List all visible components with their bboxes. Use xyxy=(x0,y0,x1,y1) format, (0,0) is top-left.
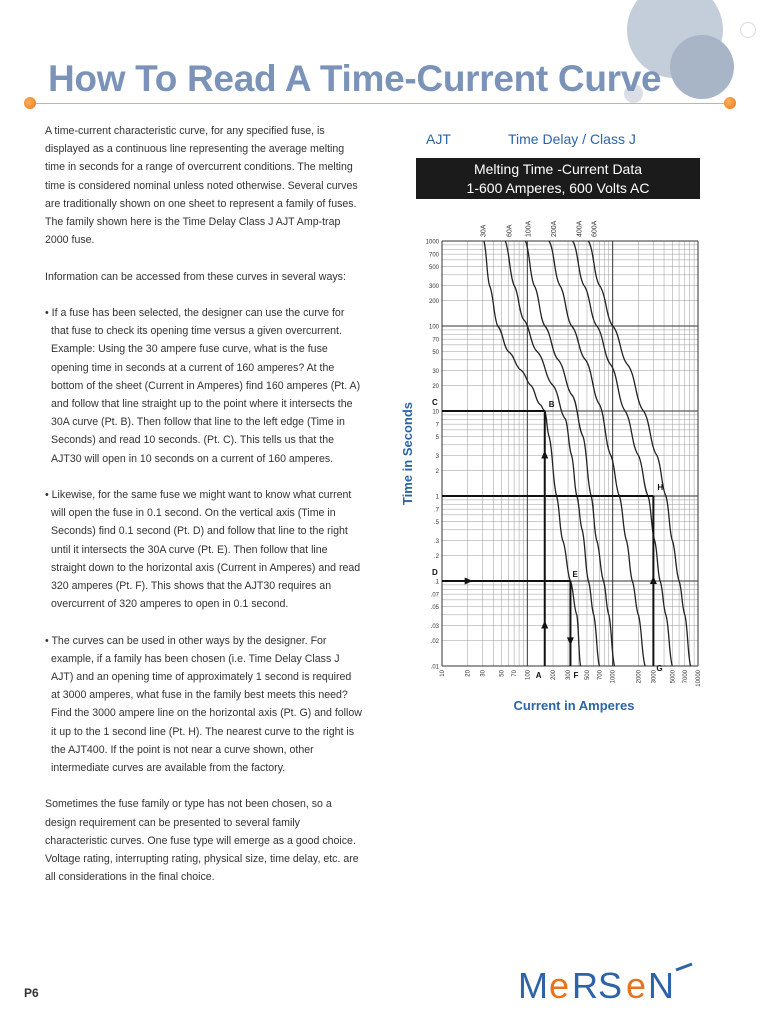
curve-label: 30A xyxy=(480,224,488,237)
chart-title-line1: Melting Time -Current Data xyxy=(473,161,643,177)
y-tick-label: 1000 xyxy=(425,239,439,246)
y-tick-label: .2 xyxy=(433,553,439,560)
chart-title-box xyxy=(416,158,700,199)
point-label: D xyxy=(432,568,438,577)
guide-arrow xyxy=(541,620,548,628)
y-tick-label: 70 xyxy=(432,337,439,344)
x-tick-label: 10 xyxy=(440,670,446,677)
y-tick-label: .5 xyxy=(433,520,439,527)
paragraph-intro: A time-current characteristic curve, for any specified fuse, is displayed as a continuous line representing the average melting time in seconds for a range of overcurrent conditions. The melting time is considered nominal unless noted otherwise. Several curves are traditionally shown on one sheet to represent a family of fuses. The family shown here is the Time Delay Class J AJT Amp-trap 2000 fuse. xyxy=(45,125,358,247)
svg-text:N: N xyxy=(648,965,674,1006)
x-tick-label: 3000 xyxy=(651,670,658,684)
svg-text:M: M xyxy=(518,965,549,1006)
time-current-chart xyxy=(398,205,708,715)
x-tick-label: 20 xyxy=(465,670,472,677)
y-axis-title: Time in Seconds xyxy=(400,401,415,506)
guide-arrow xyxy=(650,576,657,584)
x-tick-label: 300 xyxy=(566,670,573,681)
page-title: How To Read A Time-Current Curve xyxy=(48,58,662,99)
paragraph-conclusion: Sometimes the fuse family or type has not been chosen, so a design requirement can be presented to several family characteristic curves. One fuse type will emerge as a good choice. Voltage rating, interrupting rating, physical size, time delay, etc. are all considerations in the final choice. xyxy=(45,798,359,884)
chart-header xyxy=(426,131,636,147)
point-label: C xyxy=(432,398,438,407)
guide-arrow xyxy=(541,450,548,458)
y-tick-label: 7 xyxy=(435,422,439,429)
x-tick-label: 5000 xyxy=(670,670,677,684)
x-tick-label: 30 xyxy=(480,670,487,677)
bullet-example-1: • If a fuse has been selected, the designer can use the curve for that fuse to check its opening time versus a given overcurrent. Example: Using the 30 ampere fuse curve, what is the fuse opening time in seconds at a current of 160 amperes? At the bottom of the sheet (Current in Amperes) find 160 amperes (Pt. A) and follow that line straight up to the point where it intersects the 30A curve (Pt. B). Then follow that line to the left edge (Time in Seconds) and read 10 seconds. (Pt. C). This tells us that the AJT30 will open in 10 seconds on a current of 160 amperes. xyxy=(45,307,361,465)
y-tick-label: .3 xyxy=(433,538,439,545)
point-label: G xyxy=(656,664,663,673)
y-tick-label: .07 xyxy=(430,592,439,599)
x-tick-label: 50 xyxy=(499,670,506,677)
page-number: P6 xyxy=(24,986,39,1000)
decor-circle-medium xyxy=(670,35,734,99)
guide-arrow xyxy=(465,578,473,585)
body-text xyxy=(45,122,363,905)
y-tick-label: 50 xyxy=(432,350,439,357)
x-tick-label: 2000 xyxy=(636,670,643,684)
y-tick-label: .05 xyxy=(430,605,439,612)
point-label: H xyxy=(657,483,664,492)
curve-label: 60A xyxy=(506,224,514,237)
y-tick-label: 700 xyxy=(428,252,439,259)
x-tick-label: 7000 xyxy=(682,670,689,684)
svg-text:e: e xyxy=(626,965,647,1006)
y-tick-label: .01 xyxy=(430,664,439,671)
bullet-example-2: • Likewise, for the same fuse we might want to know what current will open the fuse in 0.1 second. On the vertical axis (Time in Seconds) find 0.1 second (Pt. D) and follow that line to the right until it intersects the 30A curve (Pt. E). Then follow that line straight down to the horizontal axis (Current in Amperes) and read 320 amperes (Pt. F). This shows that the AJT30 requires an overcurrent of 320 amperes to open in 0.1 second. xyxy=(45,489,361,611)
y-tick-label: 100 xyxy=(428,324,439,331)
title-rule xyxy=(30,103,730,104)
y-tick-label: 30 xyxy=(432,368,439,375)
y-tick-label: 500 xyxy=(428,265,439,272)
curve-label: 400A xyxy=(576,220,584,237)
chart-family: AJT xyxy=(426,131,451,147)
y-tick-label: .03 xyxy=(430,623,439,630)
bullet-example-3: • The curves can be used in other ways by the designer. For example, if a family has been chosen (i.e. Time Delay Class J AJT) and an opening time of approximately 1 second is required at 3000 amperes, what fuse in the family best meets this need? Find the 3000 ampere line on the horizontal axis (Pt. G) and follow it up to the 1 second line (Pt. H). The nearest curve to the right is the AJT400. If the point is not near a curve shown, other intermediate curves are available from the factory. xyxy=(45,634,362,775)
curve-label: 600A xyxy=(591,220,599,237)
svg-text:RS: RS xyxy=(572,965,623,1006)
y-tick-label: 200 xyxy=(428,298,439,305)
x-tick-label: 1000 xyxy=(610,670,617,684)
x-tick-label: 500 xyxy=(584,670,591,681)
y-tick-label: .02 xyxy=(430,638,439,645)
y-tick-label: .1 xyxy=(433,579,439,586)
paragraph-ways: Information can be accessed from these curves in several ways: xyxy=(45,270,346,283)
chart-subtitle: Time Delay / Class J xyxy=(508,131,636,147)
y-tick-label: 2 xyxy=(435,468,439,475)
point-label: F xyxy=(573,671,579,680)
x-tick-label: 70 xyxy=(512,670,519,677)
curve-label: 100A xyxy=(525,220,533,237)
y-tick-label: 1 xyxy=(435,494,439,501)
x-tick-label: 200 xyxy=(551,670,558,681)
curve-200a xyxy=(549,241,645,666)
decor-circle-tiny xyxy=(740,22,756,38)
svg-text:e: e xyxy=(549,965,570,1006)
x-tick-label: 100 xyxy=(525,670,532,681)
curve-600a xyxy=(588,241,690,666)
y-tick-label: 5 xyxy=(435,435,439,442)
chart-title-line2: 1-600 Amperes, 600 Volts AC xyxy=(466,180,650,196)
x-tick-label: 10000 xyxy=(696,670,702,687)
rule-dot-right xyxy=(724,97,736,109)
y-tick-label: .7 xyxy=(433,507,439,514)
x-tick-label: 700 xyxy=(597,670,604,681)
x-axis-title: Current in Amperes xyxy=(513,698,635,713)
mersen-logo xyxy=(516,962,702,1008)
point-label: E xyxy=(572,570,578,579)
rule-dot-left xyxy=(24,97,36,109)
point-label: A xyxy=(535,671,542,680)
point-label: B xyxy=(548,400,555,409)
y-tick-label: 20 xyxy=(432,383,439,390)
y-tick-label: 300 xyxy=(428,283,439,290)
y-tick-label: 3 xyxy=(435,453,439,460)
curve-label: 200A xyxy=(551,220,559,237)
y-tick-label: 10 xyxy=(432,409,439,416)
curve-400a xyxy=(573,241,673,666)
